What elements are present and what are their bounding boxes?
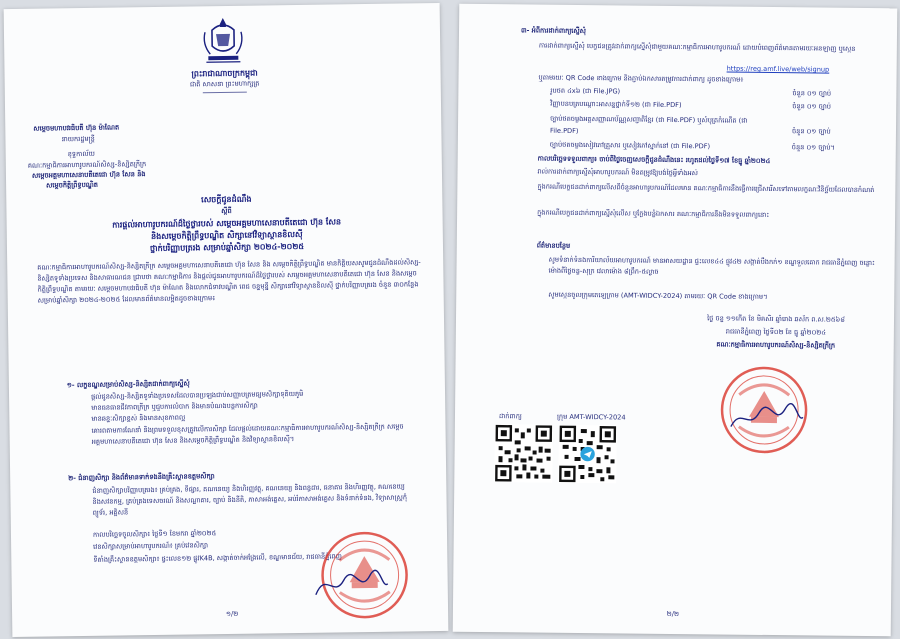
document-label: ច្បាប់ថតចម្លងអត្តសញ្ញាណប័ណ្ណសញ្ជាតិខ្មែរ (ជា File.PDF) ឬសំបុត្រកំណើត (ជា File.PDF) [549, 114, 748, 135]
motto-divider [203, 92, 247, 94]
date-solar: រាជធានីភ្នំពេញ ថ្ងៃទី០២ ខែ ធ្នូ ឆ្នាំ២០២៤ [725, 327, 826, 337]
section1-bullet: គោរពតាមការណែនាំ និងព្រមទទួលខុសត្រូវលើការសិក្សា ដែលផ្តល់ដោយគណៈកម្មាធិការអាហារូបករណ៍សិស្ស-និស្សិតក្រីក្រ សម្តេចអគ្គមហាសេនាបតីតេជោ ហ៊ុន សែន និងសម្តេចកិត្តិព្រឹទ្ធបណ្ឌិត និងវិទ្យាស្ថានខិលស៊ី។ [91, 422, 404, 446]
section1-bullet: មានឆន្ទៈសិក្សាខ្ពស់ និងមានសុខភាពល្អ [91, 413, 186, 423]
section1-title: ១- លក្ខខណ្ឌសម្រាប់សិស្ស-និស្សិតដាក់ពាក្យស្នើសុំ [66, 379, 190, 390]
royal-coat-of-arms-icon [200, 16, 247, 65]
apply-qr-code-icon[interactable] [494, 424, 553, 483]
section2-bullet: ជំនាញសិក្សាបរិញ្ញាបត្ររង៖ គ្រប់គ្រង, ទីផ្សារ, គណនេយ្យ និងហិរញ្ញវត្ថុ, គណនេយ្យ និងពន្ធដារ, ធនាគារ និងហិរញ្ញវត្ថុ, គណនេយ្យ និងសវនកម្ម, គ្រប់គ្រងទេសចរណ៍ និងសណ្ឋាគារ, ច្បាប់ និងនីតិ, ភាសាអង់គ្លេស, អប់រំភាសាអង់គ្លេស និងទំនាក់ទំនង, វិទ្យាសាស្ត្រកុំព្យូទ័រ, អគ្គិសនី [92, 482, 408, 517]
rule-item: រាល់ការដាក់ពាក្យស្នើសុំអាហារូបករណ៍ មិនតម្រូវឱ្យបង់ថ្លៃអ្វីទាំងអស់ [537, 167, 699, 178]
document-label: ច្បាប់ថតចម្លងសៀវភៅគ្រួសារ ឬសៀវភៅស្នាក់នៅ (ជា File.PDF) [549, 140, 711, 151]
notice-subtitle: ស្តីពី [221, 206, 232, 216]
document-qty: ចំនួន ០១ ច្បាប់ [792, 102, 832, 111]
left-header-line: ខុទ្ទកាល័យ [67, 149, 95, 159]
document-page-2 [453, 4, 898, 637]
contact-bullet: សូមទំនាក់ទំនងការិយាល័យអាហារូបករណ៍ មានអាសយដ្ឋាន ផ្ទះលេខ៤៤ ផ្លូវ៤២ សង្កាត់បឹងកក់១ ខណ្ឌទួលគោក រាជធានីភ្នំពេញ ចន្លោះម៉ោងពីថ្ងៃចន្ទ-សុក្រ វេលាម៉ោង ៨ព្រឹក-៥ល្ងាច [548, 255, 875, 276]
section1-bullet: ផ្តល់ជូនសិស្ស-និស្សិតទូទាំងប្រទេសដែលបានប្រឡងជាប់សញ្ញាបត្រមធ្យមសិក្សាទុតិយភូមិ [91, 389, 304, 401]
contact-title: ព័ត៌មានបន្ថែម [536, 241, 571, 250]
section2-bullet: វេនសិក្សាសម្រាប់អាហារូបករណ៍៖ គ្រប់វេនសិក្សា [93, 541, 209, 551]
heading-line: និងសម្តេចកិត្តិព្រឹទ្ធបណ្ឌិត សិក្សានៅវិទ្យាស្ថានខិលស៊ី [151, 229, 303, 242]
heading-line: ការផ្តល់អាហារូបករណ៍ដ៏ថ្លៃថ្លារបស់ សម្តេចអគ្គមហាសេនាបតីតេជោ ហ៊ុន សែន [112, 217, 342, 230]
signatory: គណៈកម្មាធិការអាហារូបករណ៍សិស្ស-និស្សិតក្រីក្រ [716, 340, 836, 350]
intro-paragraph: គណៈកម្មាធិការអាហារូបករណ៍សិស្ស-និស្សិតក្រីក្រ សម្តេចអគ្គមហាសេនាបតីតេជោ ហ៊ុន សែន និង សម្តេចកិត្តិព្រឹទ្ធបណ្ឌិត មានកិត្តិយសសូមជូនដំណឹងដល់សិស្ស-និស្សិតទូទាំងប្រទេស និងសាធារណជន ជ្រាបថា គណៈកម្មាធិការ និងផ្តល់ជូនអាហារូបករណ៍ដ៏ថ្លៃថ្លារបស់ សម្តេចអគ្គមហាសេនាបតីតេជោ ហ៊ុន សែន និងសម្តេចកិត្តិព្រឹទ្ធបណ្ឌិត តាមរយៈ សម្តេចមហាបវរធិបតី ហ៊ុន ម៉ាណែត និងលោកជំទាវបណ្ឌិត ពេជ ចន្ទមុន្នី សិក្សានៅវិទ្យាស្ថានខិលស៊ី ថ្នាក់បរិញ្ញាបត្ររង ចំនួន ៣០កន្លែង សម្រាប់ឆ្នាំសិក្សា ២០២៤-២០២៥ ដែលមានព័ត៌មានលម្អិតដូចខាងក្រោម៖ [37, 258, 421, 305]
rule-item: ក្នុងករណីបេក្ខជនដាក់ពាក្យលើសពីចំនួនអាហារូបករណ៍ដែលមាន គណៈកម្មាធិការនឹងធ្វើការជ្រើសរើសទៅតាមលក្ខណៈវិនិច្ឆ័យដែលបានកំណត់ [537, 182, 875, 195]
page-number: ២/២ [666, 609, 680, 619]
section2-bullet: កាលបរិច្ឆេទចូលសិក្សា៖ ថ្ងៃទី១ ខែមករា ឆ្នាំ២០២៥ [92, 529, 217, 539]
section1-bullet: មានធនធានជីវភាពក្រីក្រ ឬជួបការលំបាក និងមានបំណងបន្តការសិក្សា [91, 401, 258, 412]
national-motto: ជាតិ សាសនា ព្រះមហាក្សត្រ [189, 79, 260, 89]
section2-title: ២- ជំនាញសិក្សា និងព័ត៌មានទាក់ទងនឹងគ្រឹះស្ថានឧត្តមសិក្សា [68, 472, 215, 483]
rule-item: ក្នុងករណីបេក្ខជនដាក់ពាក្យស្នើសុំលើស ឬក្លែងបន្លំឯកសារ គណៈកម្មាធិការនឹងមិនទទួលពាក្យនោះ [537, 208, 770, 219]
document-label: រូបថត ៤x៦ (ជា File.JPG) [550, 86, 621, 96]
telegram-qr-code-icon[interactable] [558, 425, 617, 484]
document-qty: ចំនួន ០១ ច្បាប់។ [791, 143, 835, 152]
application-suffix: ឬតាមរយៈ QR Code ខាងក្រោម និងភ្ជាប់ឯកសារតម្រូវការដាក់ពាក្យ ដូចខាងក្រោម៖ [538, 73, 744, 84]
qr-label-group: ក្រុម AMT-WIDCY-2024 [556, 412, 626, 422]
document-label: វិញ្ញាបនបត្របណ្តោះអាសន្នថ្នាក់ទី១២ (ជា File.PDF) [550, 99, 682, 110]
left-header-line: សម្តេចកិត្តិព្រឹទ្ធបណ្ឌិត [46, 180, 99, 190]
signature-icon [311, 564, 392, 605]
left-header-line: សម្តេចអគ្គមហាសេនាបតីតេជោ ហ៊ុន សែន និង [31, 170, 146, 180]
document-page-1 [4, 3, 449, 637]
date-lunar: ថ្ងៃ ចន្ទ ១១កើត ខែ មិគសិរ ឆ្នាំរោង ឆស័ក ព.ស.២៥៦៨ [707, 314, 845, 324]
section3-title: ៣- អំពីការដាក់ពាក្យស្នើសុំ [520, 26, 587, 36]
signature-icon [727, 399, 807, 440]
left-header-line: សម្តេចមហាបវរធិបតី ហ៊ុន ម៉ាណែត [33, 123, 120, 133]
heading-line: ថ្នាក់បរិញ្ញាបត្ររង សម្រាប់ឆ្នាំសិក្សា ២០២៤-២០២៥ [149, 241, 305, 254]
notice-title: សេចក្តីជូនដំណឹង [201, 194, 252, 205]
document-qty: ចំនួន ០១ ច្បាប់ [791, 127, 831, 136]
document-qty: ចំនួន ០១ ច្បាប់ [792, 89, 832, 98]
left-header-line: នាយករដ្ឋមន្ត្រី [61, 134, 95, 144]
application-text: ការដាក់ពាក្យស្នើសុំ បេក្ខជនត្រូវដាក់ពាក្យស្នើសុំជាមួយគណៈកម្មាធិការអាហារូបករណ៍ ដោយបំពេញព័ត៌មានតាមរយៈអនឡាញ ឬស្កេន [538, 41, 856, 53]
deadline-text: កាលបរិច្ឆេទទទួលពាក្យ៖ ចាប់ពីថ្ងៃចេញសេចក្តីជូនដំណឹងនេះ រហូតដល់ថ្ងៃទី១៧ ខែធ្នូ ឆ្នាំ២០២៤ [537, 154, 771, 165]
page-number: ១/២ [225, 609, 239, 619]
left-header-line: គណៈកម្មាធិការអាហារូបករណ៍សិស្ស-និស្សិតក្រីក្រ [27, 160, 147, 170]
section2-bullet: ទីតាំងគ្រឹះស្ថានឧត្តមសិក្សា៖ ផ្ទះលេខ១២ ផ្លូវK4B, សង្កាត់ចាក់អង្រែលើ, ខណ្ឌមានជ័យ, រាជធានីភ្នំពេញ [93, 552, 342, 564]
kingdom-title: ព្រះរាជាណាចក្រកម្ពុជា [191, 68, 258, 79]
signup-link[interactable]: https://reg.amf.live/web/signup [726, 64, 830, 74]
qr-label-apply: ដាក់ពាក្យ [498, 412, 522, 421]
contact-bullet: សូមស្កេនចូលក្រុមតេឡេក្រាម (AMT-WIDCY-2024) តាមរយៈ QR Code ខាងក្រោម។ [548, 290, 768, 301]
